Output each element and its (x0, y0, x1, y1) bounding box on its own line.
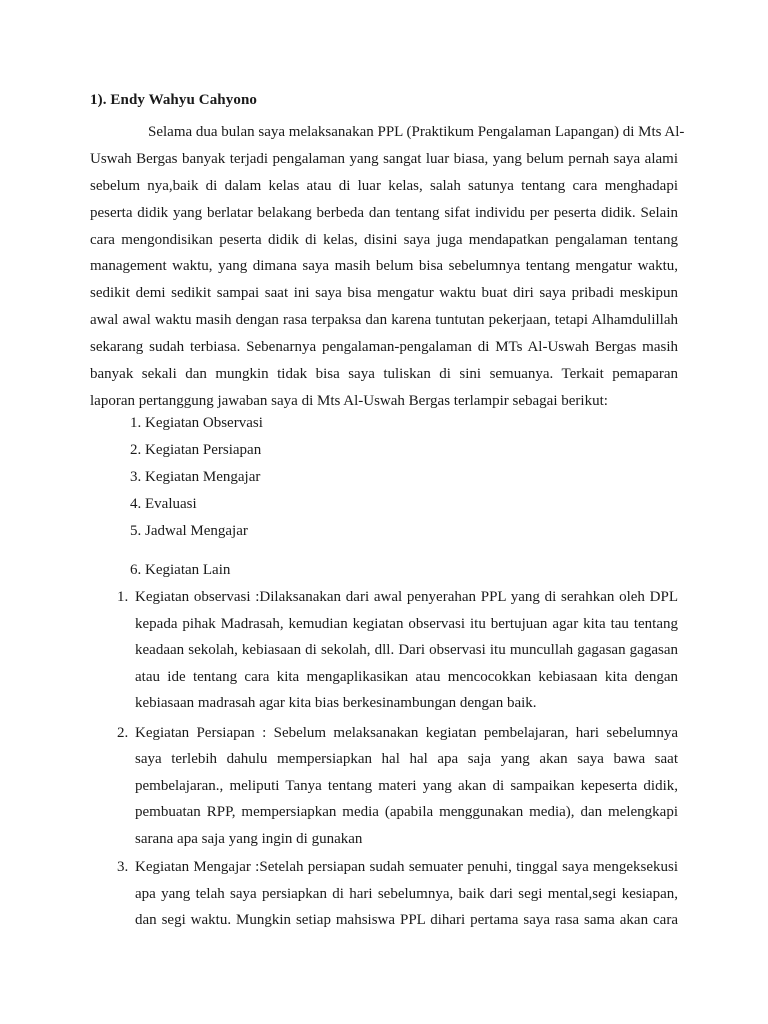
activity-detail-list (117, 587, 678, 937)
section-heading: 1). Endy Wahyu Cahyono (90, 92, 257, 108)
paragraph-line: management waktu, yang dimana saya masih belum bisa sebelumnya tentang mengatur waktu, (90, 258, 678, 275)
paragraph-line: banyak sekali dan mungkin tidak bisa saya tuliskan di sini semuanya. Terkait pemaparan (90, 366, 678, 383)
detail-item (117, 857, 678, 937)
list-item: 4. Evaluasi (130, 496, 197, 512)
item-number: 2. (117, 724, 129, 741)
detail-line: pembuatan RPP, mempersiapkan media (apabila menggunakan media), dan melengkapi (135, 804, 678, 820)
paragraph-line: sekarang sudah terbiasa. Sebenarnya pengalaman-pengalaman di MTs Al-Uswah Bergas masih (90, 339, 678, 356)
paragraph-line: sebelum nya,baik di dalam kelas atau di luar kelas, salah satunya tentang cara menghadapi (90, 177, 678, 194)
detail-line: Kegiatan Mengajar :Setelah persiapan sudah semuater penuhi, tinggal saya mengeksekusi (135, 859, 678, 875)
item-number: 3. (117, 859, 129, 875)
paragraph-line: peserta didik yang berlatar belakang berbeda dan tentang sifat individu per peserta didik. Selain (90, 204, 678, 221)
paragraph-line: laporan pertanggung jawaban saya di Mts Al-Uswah Bergas terlampir sebagai berikut: (90, 392, 608, 409)
detail-line: pembelajaran., meliputi Tanya tentang materi yang akan di sampaikan kepeserta didik, (135, 777, 678, 794)
detail-line: Kegiatan observasi :Dilaksanakan dari awal penyerahan PPL yang di serahkan oleh DPL (135, 589, 678, 605)
activity-list (130, 413, 263, 587)
list-item: 5. Jadwal Mengajar (130, 523, 248, 539)
list-item: 1. Kegiatan Observasi (130, 415, 263, 431)
list-item: 2. Kegiatan Persiapan (130, 442, 262, 458)
item-number: 1. (117, 589, 129, 605)
paragraph-line: Uswah Bergas banyak terjadi pengalaman yang sangat luar biasa, yang belum pernah saya alami (90, 150, 678, 167)
detail-line: sarana apa saja yang ingin di gunakan (135, 830, 363, 847)
paragraph-line: cara mengondisikan peserta didik di kelas, disini saya juga mendapatkan pengalaman tentang (90, 231, 678, 248)
paragraph-line: Selama dua bulan saya melaksanakan PPL (Praktikum Pengalaman Lapangan) di Mts Al- (148, 124, 685, 140)
list-item: 6. Kegiatan Lain (130, 562, 231, 578)
paragraph-line: sedikit demi sedikit sampai saat ini saya bisa mengatur waktu buat diri saya pribadi meskipun (90, 285, 678, 302)
detail-line: kepada pihak Madrasah, kemudian kegiatan observasi itu bertujuan agar kita tau tentang (135, 615, 678, 632)
detail-line: dan segi waktu. Mungkin setiap mahsiswa PPL dihari pertama saya rasa sama akan cara (135, 912, 678, 928)
intro-paragraph (90, 119, 685, 415)
detail-item (117, 587, 678, 720)
list-item: 3. Kegiatan Mengajar (130, 469, 261, 485)
detail-line: kebiasaan madrasah agar kita bias berkesinambungan dengan baik. (135, 695, 537, 711)
detail-line: atau ide tentang cara kita mengaplikasikan atau mencocokkan kebiasaan kita dengan (135, 668, 678, 685)
paragraph-line: awal awal waktu masih dengan rasa terpaksa dan karena tuntutan pekerjaan, tetapi Alhamdulillah (90, 312, 678, 329)
detail-line: saya terlebih dahulu mempersiapkan hal hal apa saja yang akan saya bawa saat (135, 751, 678, 767)
detail-item (117, 723, 678, 856)
detail-line: apa yang telah saya persiapkan di hari sebelumnya, baik dari segi mental,segi kesiapan, (135, 885, 678, 902)
detail-line: keadaan sekolah, kebiasaan di sekolah, dll. Dari observasi itu muncullah gagasan gagasan (135, 642, 678, 658)
detail-line: Kegiatan Persiapan : Sebelum melaksanakan kegiatan pembelajaran, hari sebelumnya (135, 724, 678, 741)
